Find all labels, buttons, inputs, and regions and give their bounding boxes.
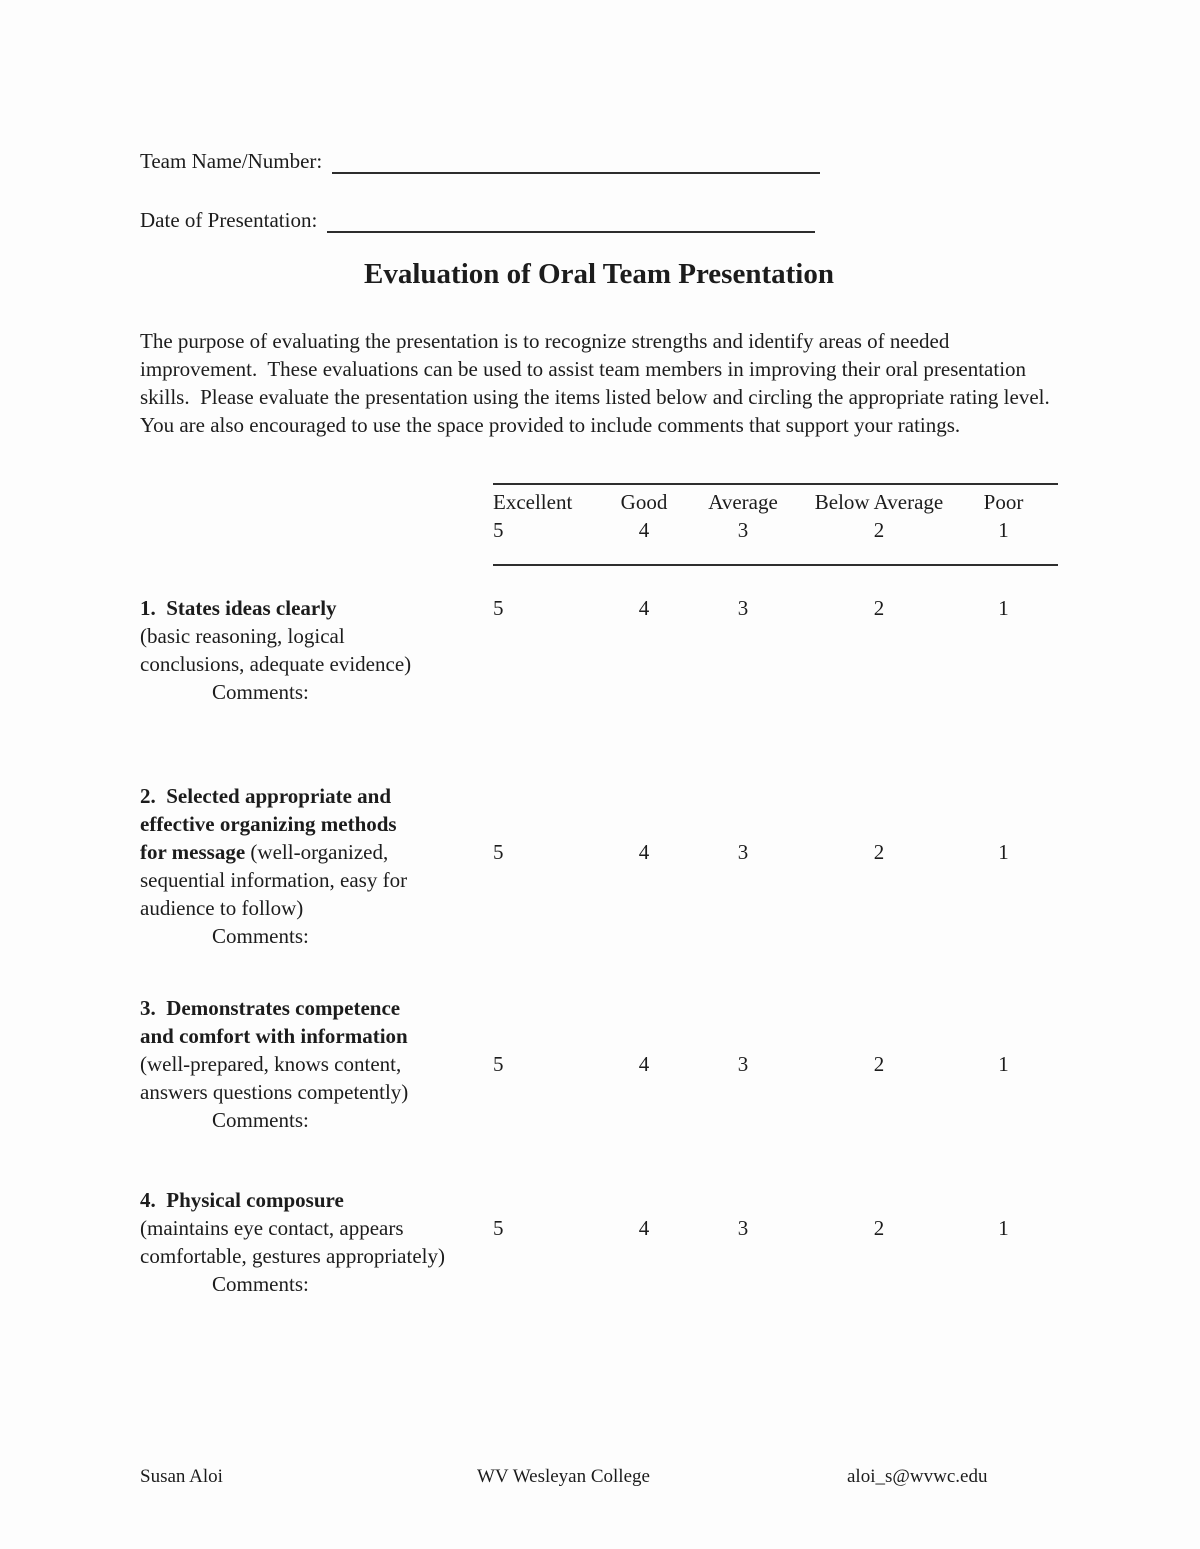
scale-column-excellent [493,488,611,544]
evaluation-item-3 [140,994,1058,1134]
scale-label: Average [708,490,778,514]
item-text-line: sequential information, easy for [140,868,408,892]
evaluation-items [140,594,1058,1298]
evaluation-item-2 [140,782,1058,950]
intro-paragraph: The purpose of evaluating the presentation is to recognize strengths and identify areas of needed improvement. These evaluations can be used to assist team members in improving their oral presentation skills. Please evaluate the presentation using the items listed below and circling the appropriate rating level. You are also encouraged to use the space provided to include comments that support your ratings. [140,329,1060,437]
rating-options-row [493,594,1058,622]
rating-option-5: 5 [493,1216,504,1240]
scale-column-average [677,488,809,544]
team-name-label: Team Name/Number: [140,149,323,173]
evaluation-item-4 [140,1186,1058,1298]
rating-option-4: 4 [638,1216,650,1240]
presentation-date-label: Date of Presentation: [140,208,318,232]
rating-options-row [493,838,1058,866]
item-text [140,1186,1058,1298]
rating-option-2: 2 [873,840,885,864]
rating-option-5: 5 [493,596,504,620]
item-text [140,782,1058,950]
item-text-line: effective organizing methods [140,812,397,836]
scale-value: 2 [873,518,885,542]
footer-email: aloi_s@wvwc.edu [847,1466,988,1487]
page-footer [140,1464,1058,1490]
rating-option-3: 3 [737,840,749,864]
footer-author: Susan Aloi [140,1466,223,1487]
rating-option-1: 1 [998,596,1009,620]
rating-option-3: 3 [737,1216,749,1240]
rating-options-row [493,1050,1058,1078]
item-text-line: 2. Selected appropriate and [140,784,392,808]
item-text-line: comfortable, gestures appropriately) [140,1244,445,1268]
document-content [140,148,1058,1298]
scale-spacer [493,544,1058,564]
item-text-line: audience to follow) [140,896,304,920]
evaluation-item-1 [140,594,1058,706]
scale-label: Below Average [814,490,944,514]
rating-option-2: 2 [873,596,885,620]
rating-option-5: 5 [493,840,504,864]
rating-option-4: 4 [638,1052,650,1076]
rating-option-5: 5 [493,1052,504,1076]
item-text-line: for message (well-organized, [140,840,389,864]
scale-value: 1 [998,518,1009,542]
scale-column-below-average [809,488,949,544]
scale-column-poor [949,488,1058,544]
scale-value: 5 [493,518,504,542]
team-name-field [140,148,1058,174]
rating-option-4: 4 [638,596,650,620]
scale-column-good [611,488,677,544]
comments-label: Comments: [212,680,309,704]
scale-label: Good [620,490,668,514]
item-text-line: answers questions competently) [140,1080,409,1104]
item-text-line: 1. States ideas clearly [140,596,337,620]
item-text-line: (basic reasoning, logical [140,624,345,648]
comments-label: Comments: [212,924,309,948]
team-name-blank-line [332,148,820,174]
scale-label: Excellent [493,490,573,514]
comments-label: Comments: [212,1108,309,1132]
scale-bottom-rule [493,564,1058,566]
rating-option-1: 1 [998,840,1009,864]
rating-option-3: 3 [737,596,749,620]
presentation-date-field [140,207,1058,233]
item-text-line: and comfort with information [140,1024,408,1048]
rating-option-1: 1 [998,1052,1009,1076]
scale-top-rule [493,483,1058,485]
scale-columns [493,488,1058,544]
rating-option-2: 2 [873,1052,885,1076]
item-text-line: (well-prepared, knows content, [140,1052,402,1076]
rating-option-1: 1 [998,1216,1009,1240]
rating-options-row [493,1214,1058,1242]
rating-option-2: 2 [873,1216,885,1240]
page-title: Evaluation of Oral Team Presentation [364,258,834,290]
rating-option-4: 4 [638,840,650,864]
presentation-date-blank-line [327,207,815,233]
item-text-line: 4. Physical composure [140,1188,344,1212]
item-text-line: 3. Demonstrates competence [140,996,401,1020]
rating-scale-header [493,483,1058,566]
item-text-line: conclusions, adequate evidence) [140,652,412,676]
rating-option-3: 3 [737,1052,749,1076]
footer-institution: WV Wesleyan College [477,1466,650,1487]
item-text-line: (maintains eye contact, appears [140,1216,404,1240]
scale-label: Poor [983,490,1024,514]
scale-value: 3 [737,518,749,542]
comments-label: Comments: [212,1272,309,1296]
scale-value: 4 [638,518,650,542]
